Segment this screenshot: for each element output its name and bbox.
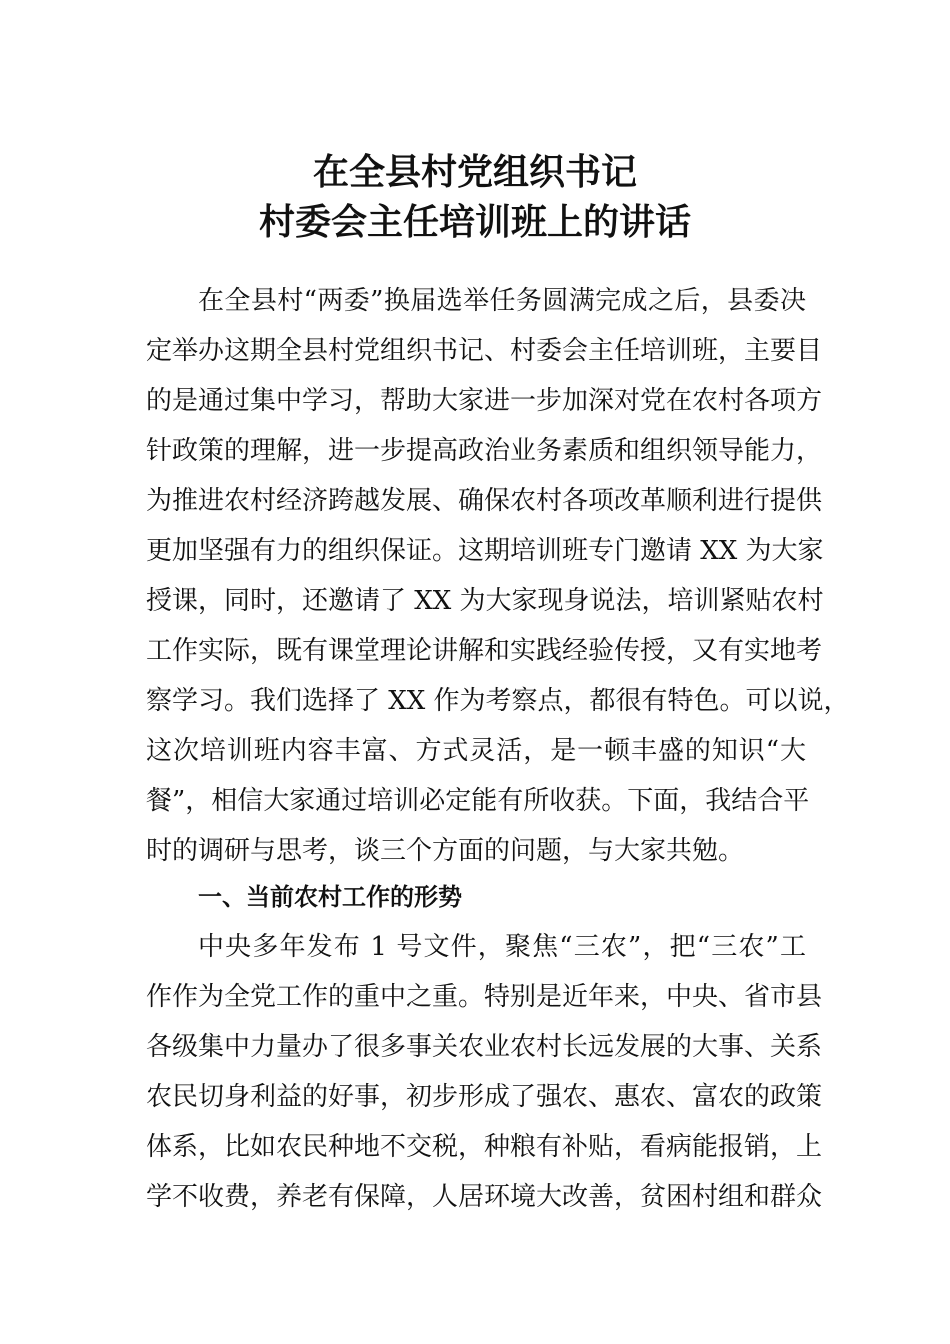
paragraph-line: 察学习。我们选择了 XX 作为考察点，都很有特色。可以说， bbox=[146, 686, 850, 716]
paragraph-line: 餐”，相信大家通过培训必定能有所收获。下面，我结合平 bbox=[146, 786, 810, 816]
paragraph-line: 授课，同时，还邀请了 XX 为大家现身说法，培训紧贴农村 bbox=[146, 586, 824, 616]
paragraph-line: 时的调研与思考，谈三个方面的问题，与大家共勉。 bbox=[146, 836, 745, 866]
paragraph-line: 定举办这期全县村党组织书记、村委会主任培训班，主要目 bbox=[146, 336, 823, 366]
paragraph-line: 作作为全党工作的重中之重。特别是近年来，中央、省市县 bbox=[146, 982, 823, 1012]
paragraph-line: 这次培训班内容丰富、方式灵活，是一顿丰盛的知识“大 bbox=[146, 736, 806, 766]
paragraph-line: 的是通过集中学习，帮助大家进一步加深对党在农村各项方 bbox=[146, 386, 823, 416]
paragraph-line: 农民切身利益的好事，初步形成了强农、惠农、富农的政策 bbox=[146, 1082, 823, 1112]
paragraph-line: 体系，比如农民种地不交税，种粮有补贴，看病能报销，上 bbox=[146, 1132, 823, 1162]
paragraph-line: 为推进农村经济跨越发展、确保农村各项改革顺利进行提供 bbox=[146, 486, 823, 516]
paragraph-line: 各级集中力量办了很多事关农业农村长远发展的大事、关系 bbox=[146, 1032, 823, 1062]
paragraph-line: 工作实际，既有课堂理论讲解和实践经验传授，又有实地考 bbox=[146, 636, 823, 666]
paragraph-line: 在全县村“两委”换届选举任务圆满完成之后，县委决 bbox=[198, 286, 806, 316]
paragraph-line: 更加坚强有力的组织保证。这期培训班专门邀请 XX 为大家 bbox=[146, 536, 824, 566]
paragraph-line: 学不收费，养老有保障，人居环境大改善，贫困村组和群众 bbox=[146, 1182, 823, 1212]
paragraph-line: 中央多年发布 1 号文件，聚焦“三农”，把“三农”工 bbox=[198, 932, 806, 962]
document-title-line-2: 村委会主任培训班上的讲话 bbox=[258, 201, 691, 243]
paragraph-line: 针政策的理解，进一步提高政治业务素质和组织领导能力， bbox=[146, 436, 823, 466]
section-heading: 一、当前农村工作的形势 bbox=[198, 883, 462, 911]
document-title-line-1: 在全县村党组织书记 bbox=[312, 151, 637, 193]
